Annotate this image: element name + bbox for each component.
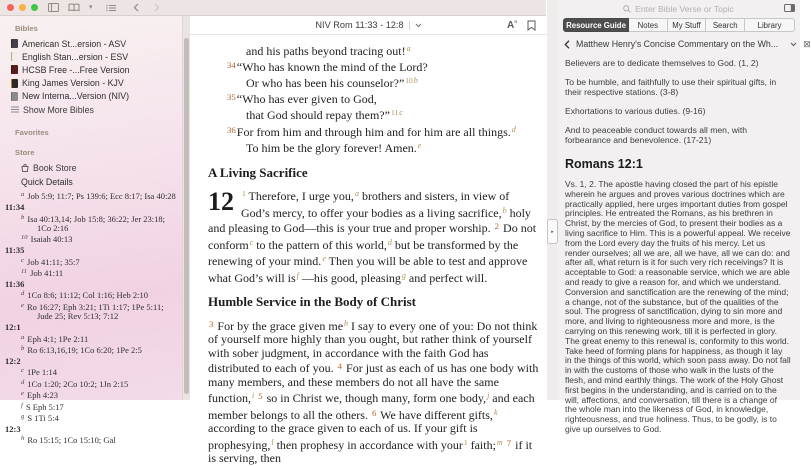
back-icon[interactable]	[133, 3, 139, 12]
footnote-marker[interactable]: d	[511, 124, 516, 134]
resource-content	[557, 52, 800, 435]
reader-header	[190, 16, 547, 35]
footnote-marker[interactable]: f	[296, 270, 299, 280]
chevron-down-icon[interactable]	[415, 23, 422, 28]
cross-reference-entry[interactable]: $^e$ Ro 16:27; Eph 3:21; 1Ti 1:17; 1Pe 5:11; Jude 25; Rev 5:13; 7:12	[21, 301, 164, 322]
footnote-letter: a	[21, 333, 25, 341]
search-input[interactable]	[557, 0, 800, 17]
bible-text: Do not conform	[208, 221, 537, 252]
sidebar-item-bible[interactable]	[0, 63, 190, 76]
poetry-block	[208, 42, 540, 156]
cross-reference-entry[interactable]: $^{11}$ Job 41:11	[21, 268, 64, 279]
hide-panel-icon[interactable]	[784, 4, 795, 12]
sidebar-item-bible[interactable]	[0, 77, 190, 90]
bible-text: I say to every one of you: Do not think of yourself more highly than you ought, but rather think of yourself with sober judgment, in accordance with the faith God has distributed to each of you.	[208, 318, 538, 375]
quick-details-header[interactable]: Quick Details	[21, 177, 73, 188]
footnote-marker[interactable]: i	[252, 391, 255, 400]
bible-text: brothers and sisters, in view of God’s mercy, to offer your bodies as a living sacrifice,	[241, 189, 510, 220]
footnote-letter: e	[21, 390, 24, 398]
search-placeholder: Enter Bible Verse or Topic	[635, 3, 734, 14]
show-more-bibles-button[interactable]	[0, 103, 190, 116]
list-view-icon[interactable]	[106, 4, 116, 12]
cross-reference-entry[interactable]: $^a$ Eph 4:1; 1Pe 2:11	[21, 333, 89, 344]
poetry-line	[208, 123, 540, 140]
verse-number[interactable]: 7	[506, 437, 512, 448]
bible-version-label: New Interna...Version (NIV)	[22, 91, 130, 102]
bible-text: “Who has ever given to God,	[236, 91, 377, 106]
footnote-marker[interactable]: c	[399, 108, 403, 117]
close-resource-icon[interactable]: ⊠	[803, 38, 811, 49]
sidebar-scrollbar-thumb[interactable]	[184, 38, 189, 394]
verse-number[interactable]: 35	[227, 91, 236, 102]
bible-text: so in Christ we, though many, form one body,	[263, 391, 487, 405]
footnote-marker[interactable]: k	[493, 407, 498, 417]
poetry-line	[208, 74, 540, 91]
bible-text: To him be the glory forever! Amen.	[246, 141, 417, 155]
bible-text: For by the grace given me	[214, 318, 344, 333]
bible-text: that God should repay them?”	[246, 108, 390, 122]
bible-text: and his paths beyond tracing out!	[246, 44, 406, 58]
traffic-lights	[7, 4, 38, 11]
cross-reference-entry[interactable]: $^h$ Ro 15:15; 1Co 15:10; Gal	[21, 435, 116, 446]
footnote-verse-anchor: 12:3	[5, 423, 21, 434]
verse-number[interactable]: 3	[209, 318, 214, 329]
sidebar-section-store: Store	[15, 148, 35, 158]
passage-title[interactable]: NIV Rom 11:33 - 12:8	[315, 20, 404, 30]
outline-item: To be humble, and faithfully to use their spiritual gifts, in their respective stations. (3-8)	[565, 77, 777, 97]
poetry-line	[208, 91, 540, 107]
footnote-verse-anchor: 11:35	[5, 245, 25, 256]
chapter-number[interactable]: 12	[208, 187, 234, 216]
book-cover-icon	[11, 52, 18, 61]
sidebar-item-bible[interactable]	[0, 50, 190, 63]
bible-version-list	[0, 37, 190, 103]
bible-text: according to the grace given to each of us. If your gift is prophesying,	[208, 421, 478, 452]
crossref-marker[interactable]: 1	[242, 189, 246, 198]
sidebar-section-favorites: Favorites	[15, 128, 49, 138]
bible-text: For just as each of us has one body with many members, and these members do not all have the same function,	[208, 361, 539, 405]
footnote-letter: d	[21, 290, 25, 298]
verse-number[interactable]: 34	[227, 59, 236, 70]
bible-text-area	[190, 35, 547, 465]
footnote-marker[interactable]: m	[496, 437, 503, 447]
bible-text: We have different gifts,	[377, 407, 493, 422]
bible-text: then prophesy in accordance with your	[273, 437, 463, 452]
bible-version-label: HCSB Free -...Free Version	[22, 64, 130, 75]
footnote-letter: c	[21, 256, 24, 264]
footnote-marker[interactable]: b	[502, 205, 507, 215]
footnote-letter: f	[21, 401, 23, 409]
bible-text: For from him and through him and for him are all things.	[236, 124, 511, 139]
poetry-line	[208, 106, 540, 123]
tab-search[interactable]: Search	[706, 18, 745, 32]
crossref-marker[interactable]: 10	[405, 76, 413, 85]
resource-title[interactable]: Matthew Henry's Concise Commentary on the Wh...	[576, 39, 779, 49]
resource-tab-bar	[563, 18, 795, 32]
commentary-text: Vs. 1, 2. The apostle having closed the part of his epistle wherein he argues and proves various doctrines which are practically applied, here urges important duties from gospel principles. He entreated the Romans, as his brethren in Christ, by the mercies of God, to present their bodies as a living sacrifice to Him. This is a powerful appeal. We receive from the Lord every day the fruits of his mercy. Let us render ourselves; all we are, all we have, all we can do: and after all, what return is it for such very rich receivings? It is acceptable to God: a reasonable service, which we are able and ready to give a reason for, and which we understand. Conversion and sanctification are the renewing of the mind; a change, not of the substance, but of the qualities of the soul. The progress of sanctification, dying to sin more and more, and living to righteousness more and more, is the carrying on this renewing work, till it is perfected in glory. The great enemy to this renewal is, conformity to this world. Take heed of forming plans for happiness, as though it lay in the things of this world, which soon pass away. Do not fall in with the customs of those who walk in the lusts of the flesh, and mind earthly things. The work of the Holy Ghost first begins in the understanding, and is carried on to the will, affections, and conversation, till there is a change of the whole man into the likeness of God, in knowledge, righteousness, and true holiness. Thus, to be godly, is to give up ourselves to God.	[565, 179, 791, 434]
panel-divider	[547, 0, 557, 400]
show-more-label: Show More Bibles	[23, 104, 94, 115]
outline-item: Exhortations to various duties. (9-16)	[565, 106, 706, 116]
verse-number[interactable]: 4	[337, 361, 343, 371]
bookmark-icon[interactable]	[527, 20, 536, 31]
footnote-marker[interactable]: h	[344, 318, 349, 328]
crossref-marker[interactable]: 1	[463, 437, 468, 447]
cross-reference-entry[interactable]: $^g$ S 1Ti 5:4	[21, 412, 59, 423]
footnote-verse-anchor: 12:1	[5, 322, 21, 333]
commentary-heading: Romans 12:1	[565, 157, 643, 171]
verse-number[interactable]: 36	[227, 124, 236, 135]
footnote-marker[interactable]: c	[249, 237, 254, 247]
footnote-letter: d	[21, 378, 25, 386]
window-titlebar	[0, 0, 546, 16]
resource-header	[557, 36, 811, 52]
footnote-marker[interactable]: e	[417, 141, 422, 150]
footnote-verse-anchor: 11:34	[5, 202, 25, 213]
cross-reference-entry[interactable]: $^d$ 1Co 1:20; 2Co 10:2; 1Jn 2:15	[21, 378, 129, 389]
header-separator	[409, 21, 410, 30]
cross-reference-entry[interactable]: $^b$ Isa 40:13,14; Job 15:8; 36:22; Jer 23:18; 1Co 2:16	[21, 213, 166, 234]
chevron-down-icon[interactable]	[790, 42, 797, 47]
sidebar-toggle-icon[interactable]	[48, 3, 59, 12]
verse-number[interactable]: 2	[494, 221, 500, 231]
resource-panel	[557, 0, 811, 434]
show-more-icon	[11, 106, 19, 113]
font-settings-icon[interactable]: $A^a$	[506, 18, 517, 31]
footnote-marker[interactable]: a	[354, 189, 359, 198]
bible-text: and perfect will.	[405, 270, 488, 285]
book-store-label: Book Store	[33, 162, 77, 173]
crossref-marker[interactable]: 11	[390, 108, 399, 117]
bible-text: Or who has been his counselor?”	[246, 76, 405, 90]
tab-notes[interactable]: Notes	[629, 18, 668, 32]
footnote-marker[interactable]: e	[322, 254, 326, 263]
bible-text: holy and pleasing to God—this is your true and proper worship.	[208, 205, 531, 235]
search-icon	[623, 5, 631, 13]
cross-reference-list	[5, 190, 190, 445]
footnote-letter: e	[21, 301, 24, 309]
bible-text: “Who has known the mind of the Lord?	[236, 59, 428, 74]
close-window-button[interactable]	[7, 4, 14, 11]
tab-library[interactable]: Library	[745, 18, 795, 32]
bible-text: Therefore, I urge you,	[245, 189, 354, 203]
bible-paragraph	[208, 187, 540, 285]
splitter-handle[interactable]: ▸	[547, 219, 558, 244]
outline-item: Believers are to dedicate themselves to God. (1, 2)	[565, 58, 759, 68]
cross-reference-entry[interactable]: $^a$ Job 5:9; 11:7; Ps 139:6; Ecc 8:17; Isa 40:28	[21, 191, 176, 202]
cross-reference-entry[interactable]: $^{10}$ Isaiah 40:13	[21, 234, 73, 245]
bible-reader-pane	[190, 16, 547, 465]
tab-my-stuff[interactable]: My Stuff	[668, 18, 707, 32]
outline-item: And to peaceable conduct towards all men, with forbearance and benevolence. (17-21)	[565, 125, 748, 145]
book-cover-icon	[11, 79, 18, 88]
bible-version-label: King James Version - KJV	[22, 78, 124, 89]
footnote-letter: a	[21, 191, 25, 199]
cross-reference-entry[interactable]: $^d$ 1Co 8:6; 11:12; Col 1:16; Heb 2:10	[21, 290, 148, 301]
chapter-outline	[565, 58, 791, 145]
back-chevron-icon[interactable]	[564, 40, 570, 49]
section-heading: Humble Service in the Body of Christ	[208, 294, 416, 309]
bible-text: Then you will be able to test and approve what God’s will is	[208, 254, 528, 285]
bible-text: —his good, pleasing	[298, 270, 401, 285]
footnote-letter: 10	[21, 234, 28, 242]
footnote-verse-anchor: 11:36	[5, 279, 25, 290]
sidebar-item-book-store[interactable]	[0, 161, 190, 174]
bible-text: to the pattern of this world,	[253, 237, 387, 252]
poetry-line	[208, 59, 540, 75]
book-cover-icon	[11, 39, 18, 48]
footnote-marker[interactable]: d	[387, 237, 392, 247]
library-sidebar	[0, 16, 190, 446]
bible-text	[503, 438, 506, 452]
bible-text: if it is serving, then	[208, 437, 533, 465]
poetry-line	[208, 139, 540, 156]
caret-down-icon[interactable]: ▾	[89, 4, 93, 11]
footnote-letter: 11	[21, 268, 28, 276]
footnote-letter: b	[21, 345, 25, 352]
cross-reference-entry[interactable]: $^f$ S Eph 5:17	[21, 401, 64, 412]
forward-icon[interactable]	[154, 3, 160, 12]
footnote-marker[interactable]: a	[406, 44, 411, 53]
poetry-line	[208, 42, 540, 59]
footnote-letter: g	[21, 412, 25, 420]
bible-paragraph	[208, 317, 540, 466]
cross-reference-entry[interactable]: $^c$ 1Pe 1:14	[21, 367, 58, 378]
footnote-marker[interactable]: l	[271, 437, 274, 447]
footnote-marker[interactable]: g	[401, 270, 406, 280]
footnote-letter: h	[21, 435, 25, 443]
book-cover-icon	[11, 92, 18, 101]
verse-number[interactable]: 5	[258, 391, 263, 401]
book-cover-icon	[11, 65, 18, 74]
sidebar-section-bibles: Bibles	[15, 24, 38, 33]
sidebar-item-bible[interactable]	[0, 37, 190, 50]
sidebar-item-bible[interactable]	[0, 90, 190, 103]
minimize-window-button[interactable]	[19, 4, 26, 11]
section-heading: A Living Sacrifice	[208, 164, 308, 180]
zoom-window-button[interactable]	[31, 4, 38, 11]
footnote-letter: c	[21, 367, 24, 375]
cross-reference-entry[interactable]: $^c$ Job 41:11; 35:7	[21, 256, 80, 267]
bible-version-label: American St...ersion - ASV	[22, 38, 127, 49]
footnote-marker[interactable]: j	[487, 391, 490, 400]
verse-number[interactable]: 6	[371, 407, 377, 418]
bible-text: faith;	[467, 437, 496, 452]
footnote-marker[interactable]: b	[413, 76, 418, 85]
cross-reference-entry[interactable]: $^b$ Ro 6:13,16,19; 1Co 6:20; 1Pe 2:5	[21, 345, 142, 355]
tab-resource-guide[interactable]: Resource Guide	[563, 18, 629, 32]
bible-text	[254, 391, 257, 405]
footnote-verse-anchor: 12:2	[5, 355, 21, 366]
bible-text: and each member belongs to all the others.	[208, 391, 535, 422]
cross-reference-entry[interactable]: $^e$ Eph 4:23	[21, 390, 58, 401]
library-book-icon[interactable]	[68, 3, 80, 12]
bible-version-label: English Stan...ersion - ESV	[22, 51, 129, 62]
footnote-letter: b	[21, 213, 25, 221]
shopping-bag-icon	[21, 164, 29, 172]
bible-text: but be transformed by the renewing of your mind.	[208, 237, 519, 268]
